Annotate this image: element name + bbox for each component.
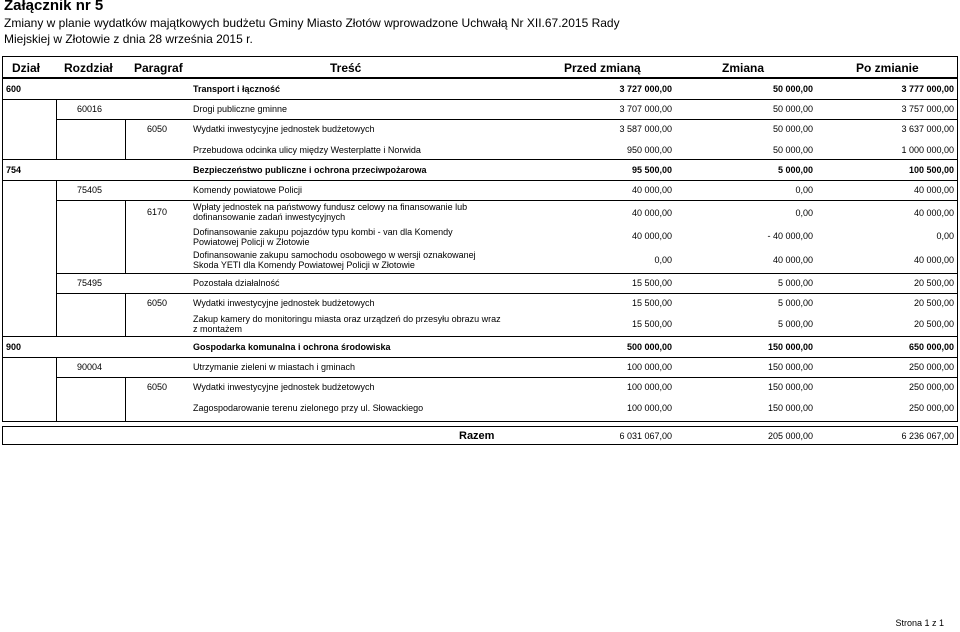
row-tresc: Gospodarka komunalna i ochrona środowiska bbox=[193, 342, 391, 352]
row-przed: 100 000,00 bbox=[626, 362, 672, 372]
row-tresc: Dofinansowanie zakupu samochodu osobowego w wersji oznakowanej Skoda YETI dla Komendy Powiatowej Policji w Złotowie bbox=[193, 250, 476, 270]
section-divider bbox=[2, 357, 958, 358]
row-przed: 3 707 000,00 bbox=[619, 104, 672, 114]
row-przed: 95 500,00 bbox=[631, 165, 672, 175]
row-po: 3 777 000,00 bbox=[901, 84, 954, 94]
row-divider bbox=[56, 377, 958, 378]
row-tresc: Bezpieczeństwo publiczne i ochrona przeciwpożarowa bbox=[193, 165, 427, 175]
row-zmiana: 50 000,00 bbox=[772, 104, 813, 114]
rozdzial-code: 75405 bbox=[77, 185, 103, 195]
total-zmiana: 205 000,00 bbox=[767, 431, 813, 441]
row-zmiana: 5 000,00 bbox=[777, 165, 813, 175]
row-zmiana: 150 000,00 bbox=[767, 362, 813, 372]
row-divider bbox=[56, 273, 958, 274]
document-title: Załącznik nr 5 bbox=[4, 0, 104, 14]
col-divider bbox=[56, 180, 57, 336]
row-tresc: Wydatki inwestycyjne jednostek budżetowych bbox=[193, 298, 375, 308]
row-przed: 0,00 bbox=[654, 255, 672, 265]
page-number: Strona 1 z 1 bbox=[895, 618, 944, 628]
row-po: 3 757 000,00 bbox=[901, 104, 954, 114]
col-rozdzial: Rozdział bbox=[64, 61, 113, 75]
row-przed: 100 000,00 bbox=[626, 382, 672, 392]
row-tresc: Dofinansowanie zakupu pojazdów typu kombi - van dla Komendy Powiatowej Policji w Złotowie bbox=[193, 227, 453, 247]
col-divider bbox=[56, 99, 57, 159]
row-tresc: Przebudowa odcinka ulicy między Westerplatte i Norwida bbox=[193, 145, 421, 155]
row-przed: 3 727 000,00 bbox=[619, 84, 672, 94]
row-zmiana: 50 000,00 bbox=[772, 145, 813, 155]
row-tresc: Drogi publiczne gminne bbox=[193, 104, 288, 114]
row-zmiana: 5 000,00 bbox=[777, 298, 813, 308]
row-zmiana: 0,00 bbox=[795, 208, 813, 218]
col-przed: Przed zmianą bbox=[564, 61, 641, 75]
dzial-code: 754 bbox=[6, 165, 22, 175]
row-tresc: Transport i łączność bbox=[193, 84, 281, 94]
rozdzial-code: 75495 bbox=[77, 278, 103, 288]
paragraf-code: 6170 bbox=[147, 207, 168, 217]
col-zmiana: Zmiana bbox=[722, 61, 765, 75]
paragraf-code: 6050 bbox=[147, 298, 168, 308]
row-tresc: Zagospodarowanie terenu zielonego przy ul. Słowackiego bbox=[193, 403, 424, 413]
total-przed: 6 031 067,00 bbox=[619, 431, 672, 441]
row-przed: 100 000,00 bbox=[626, 403, 672, 413]
row-po: 0,00 bbox=[936, 231, 954, 241]
row-zmiana: 5 000,00 bbox=[777, 278, 813, 288]
row-przed: 950 000,00 bbox=[626, 145, 672, 155]
row-po: 20 500,00 bbox=[913, 298, 954, 308]
row-tresc: Wydatki inwestycyjne jednostek budżetowych bbox=[193, 124, 375, 134]
col-divider bbox=[125, 293, 126, 336]
row-tresc: Zakup kamery do monitoringu miasta oraz urządzeń do przesyłu obrazu wraz z montażem bbox=[193, 314, 501, 334]
row-po: 250 000,00 bbox=[908, 382, 954, 392]
row-divider bbox=[56, 293, 958, 294]
paragraf-code: 6050 bbox=[147, 124, 168, 134]
row-po: 3 637 000,00 bbox=[901, 124, 954, 134]
row-zmiana: 150 000,00 bbox=[767, 342, 813, 352]
row-divider bbox=[56, 119, 958, 120]
document-subtitle-line1: Zmiany w planie wydatków majątkowych budżetu Gminy Miasto Złotów wprowadzone Uchwałą Nr XII.67.2015 Rady bbox=[4, 16, 620, 30]
document-subtitle-line2: Miejskiej w Złotowie z dnia 28 września 2015 r. bbox=[4, 32, 253, 46]
col-divider bbox=[125, 119, 126, 159]
row-zmiana: 40 000,00 bbox=[772, 255, 813, 265]
row-tresc: Pozostała działalność bbox=[193, 278, 280, 288]
total-label: Razem bbox=[459, 430, 495, 442]
row-zmiana: 150 000,00 bbox=[767, 382, 813, 392]
row-po: 250 000,00 bbox=[908, 403, 954, 413]
col-divider bbox=[125, 200, 126, 273]
dzial-code: 900 bbox=[6, 342, 22, 352]
row-przed: 3 587 000,00 bbox=[619, 124, 672, 134]
row-divider bbox=[56, 200, 958, 201]
row-tresc: Utrzymanie zieleni w miastach i gminach bbox=[193, 362, 356, 372]
row-zmiana: 5 000,00 bbox=[777, 319, 813, 329]
row-przed: 15 500,00 bbox=[631, 278, 672, 288]
section-divider bbox=[2, 99, 958, 100]
col-paragraf: Paragraf bbox=[134, 61, 183, 75]
row-przed: 500 000,00 bbox=[626, 342, 672, 352]
section-divider bbox=[2, 336, 958, 337]
row-po: 1 000 000,00 bbox=[901, 145, 954, 155]
row-tresc: Wydatki inwestycyjne jednostek budżetowych bbox=[193, 382, 375, 392]
dzial-code: 600 bbox=[6, 84, 22, 94]
row-po: 40 000,00 bbox=[913, 185, 954, 195]
rozdzial-code: 60016 bbox=[77, 104, 103, 114]
row-po: 20 500,00 bbox=[913, 278, 954, 288]
row-tresc: Wpłaty jednostek na państwowy fundusz celowy na finansowanie lub dofinansowanie zadań inwestycyjnych bbox=[193, 202, 468, 222]
row-zmiana: 150 000,00 bbox=[767, 403, 813, 413]
col-divider bbox=[56, 357, 57, 422]
row-przed: 40 000,00 bbox=[631, 185, 672, 195]
paragraf-code: 6050 bbox=[147, 382, 168, 392]
total-po: 6 236 067,00 bbox=[901, 431, 954, 441]
row-zmiana: 50 000,00 bbox=[772, 84, 813, 94]
col-po: Po zmianie bbox=[856, 61, 919, 75]
row-po: 100 500,00 bbox=[908, 165, 954, 175]
col-divider bbox=[125, 377, 126, 422]
row-przed: 15 500,00 bbox=[631, 319, 672, 329]
col-dzial: Dział bbox=[12, 61, 41, 75]
row-po: 40 000,00 bbox=[913, 255, 954, 265]
row-po: 40 000,00 bbox=[913, 208, 954, 218]
rozdzial-code: 90004 bbox=[77, 362, 103, 372]
row-przed: 15 500,00 bbox=[631, 298, 672, 308]
row-po: 650 000,00 bbox=[908, 342, 954, 352]
section-divider bbox=[2, 180, 958, 181]
row-po: 20 500,00 bbox=[913, 319, 954, 329]
row-przed: 40 000,00 bbox=[631, 231, 672, 241]
row-zmiana: 50 000,00 bbox=[772, 124, 813, 134]
row-po: 250 000,00 bbox=[908, 362, 954, 372]
row-przed: 40 000,00 bbox=[631, 208, 672, 218]
row-tresc: Komendy powiatowe Policji bbox=[193, 185, 303, 195]
col-tresc: Treść bbox=[330, 61, 362, 75]
section-divider bbox=[2, 159, 958, 160]
row-zmiana: 0,00 bbox=[795, 185, 813, 195]
row-zmiana: - 40 000,00 bbox=[767, 231, 813, 241]
